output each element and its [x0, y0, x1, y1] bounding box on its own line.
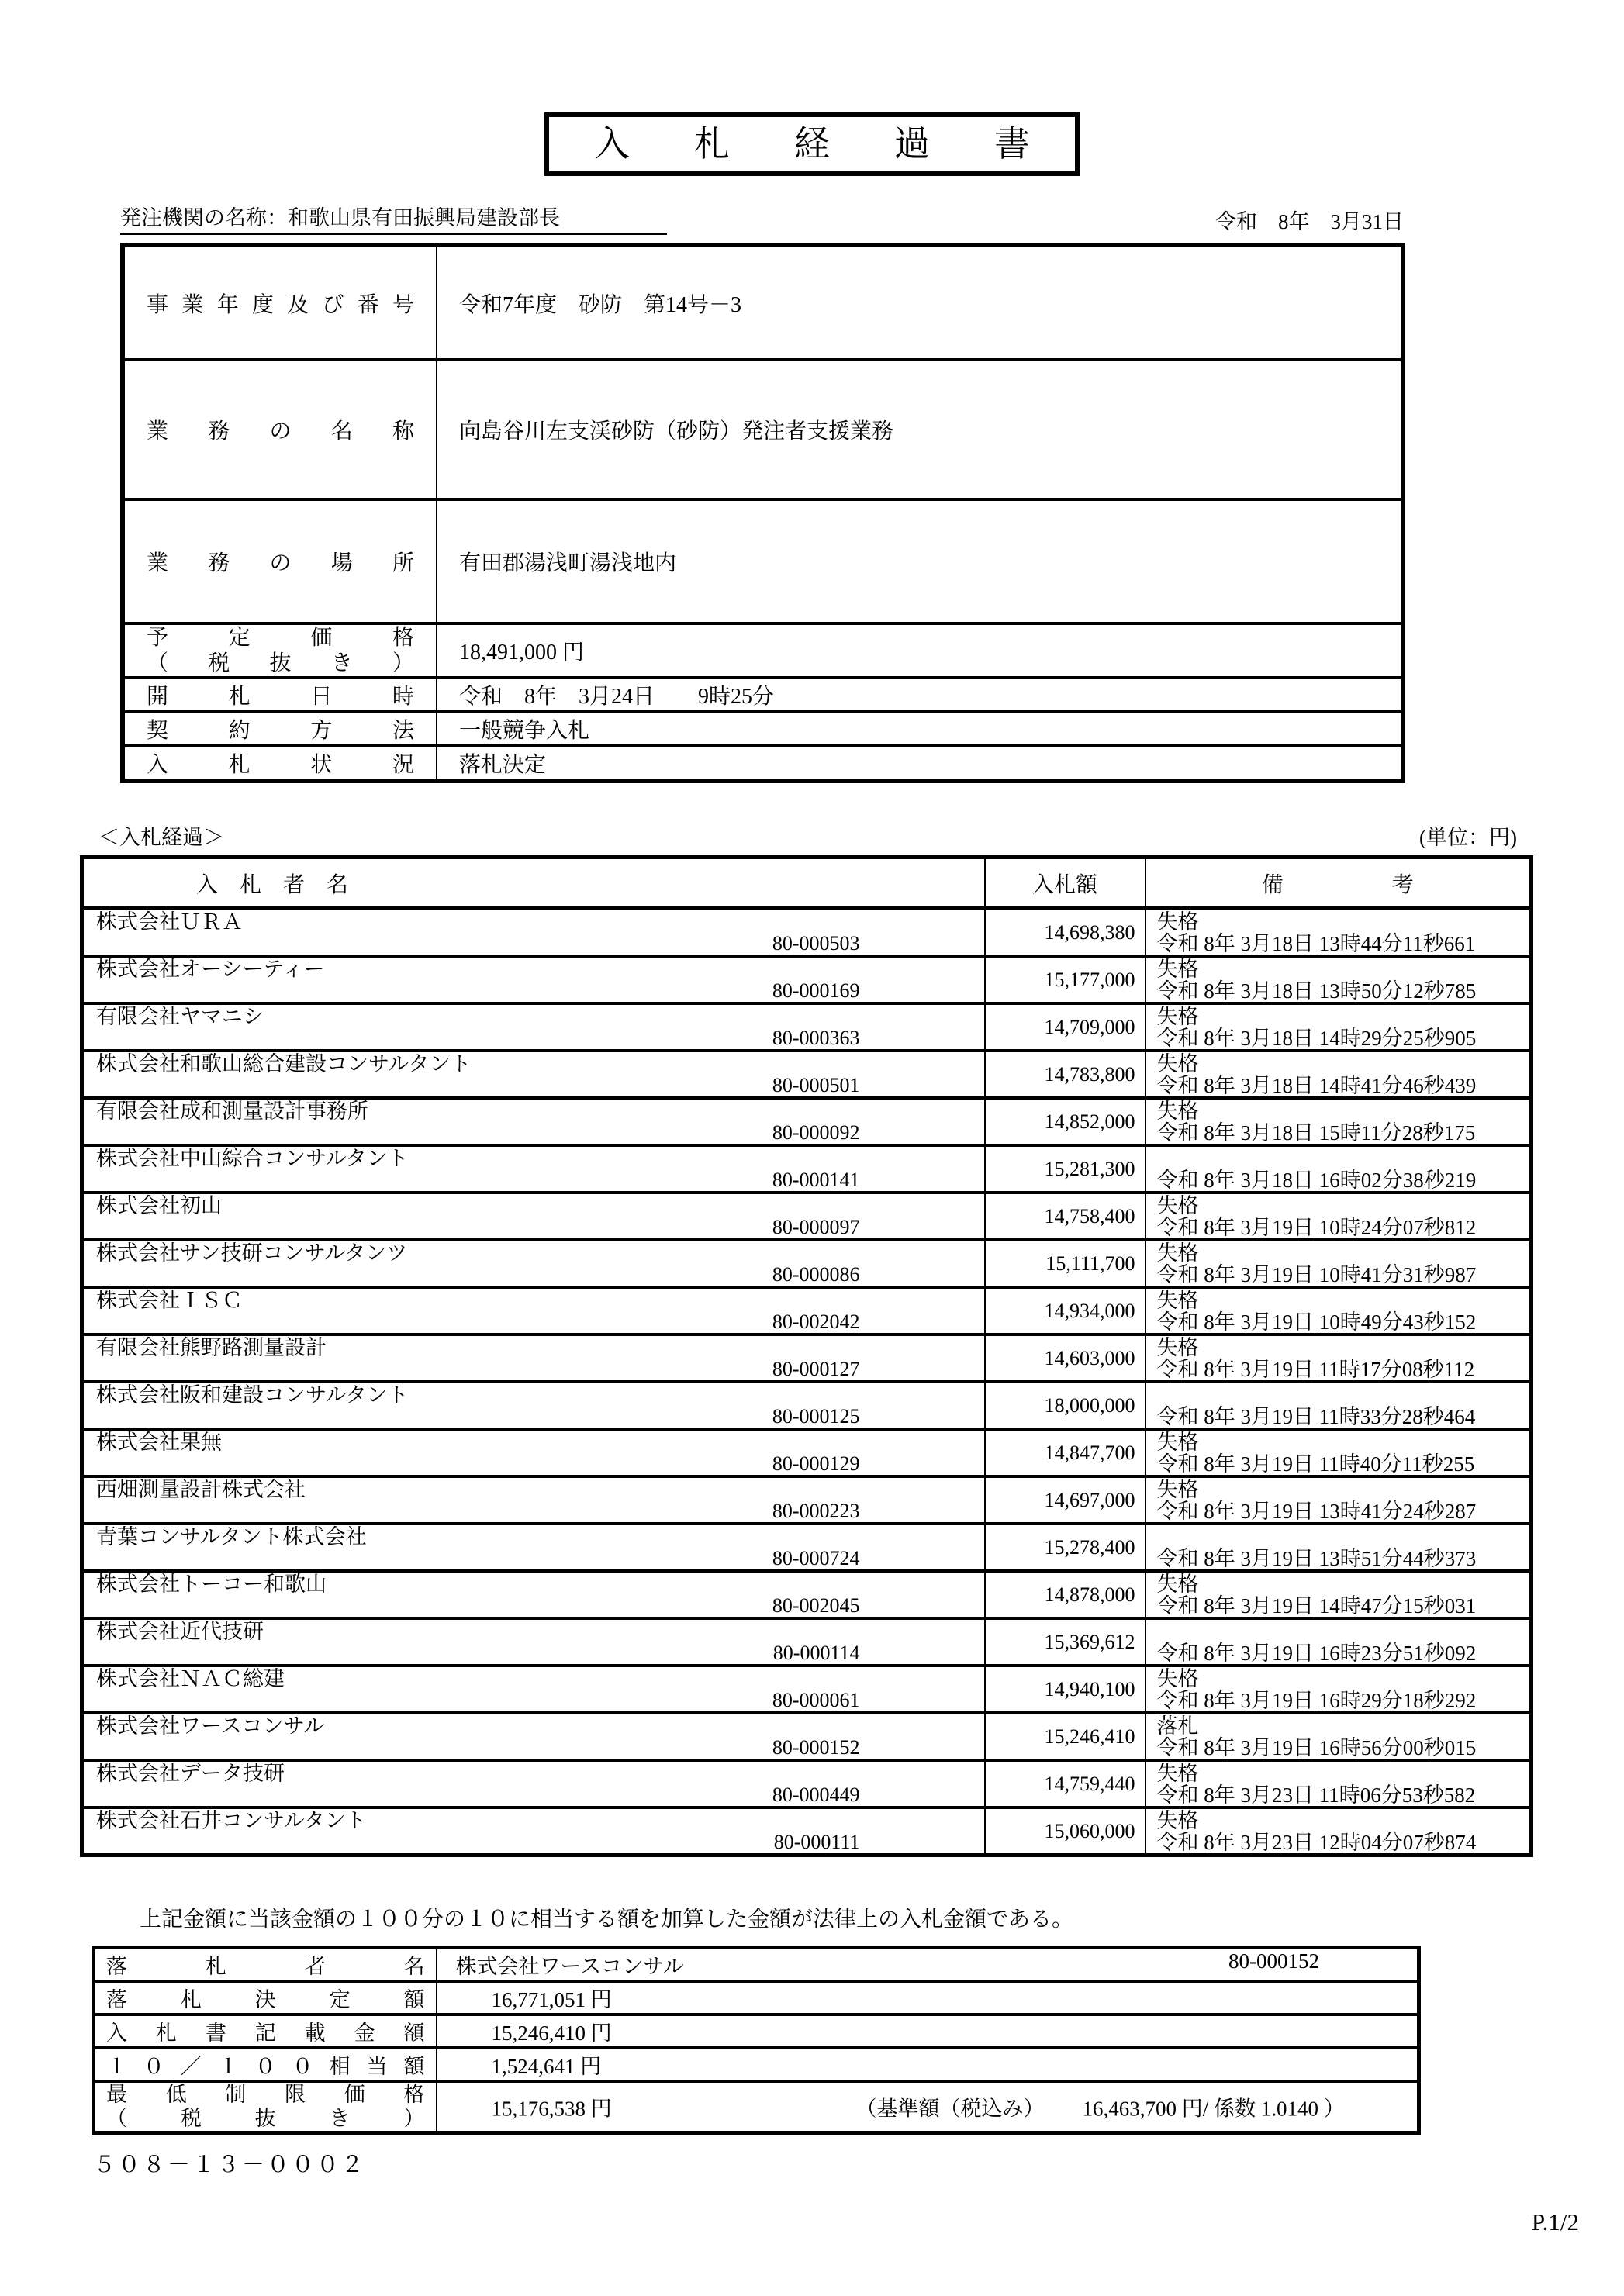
info-label-contract-method: 契約方法 — [123, 712, 437, 746]
bidder-code: 80-000501 — [772, 1074, 860, 1096]
winner-name: 株式会社ワースコンサル — [455, 1955, 684, 1978]
decided-amount-value: 16,771,051 円 — [437, 1981, 1419, 2015]
bid-amount: 14,852,000 — [985, 1098, 1145, 1145]
bidder-code: 80-002042 — [772, 1310, 860, 1333]
bid-datetime: 令和 8年 3月19日 16時23分51秒092 — [1156, 1642, 1477, 1665]
col-header-bidder-name: 入 札 者 名 — [82, 858, 985, 909]
bidder-code: 80-000503 — [772, 932, 860, 955]
bidder-row — [82, 1098, 1532, 1145]
document-date: 令和 8年 3月31日 — [1215, 210, 1404, 233]
bidder-name: 株式会社トーコー和歌山 — [96, 1573, 327, 1596]
col-header-bid-amount: 入札額 — [985, 858, 1145, 909]
bidder-row — [82, 1476, 1532, 1524]
bidder-code: 80-000125 — [772, 1405, 860, 1428]
bidder-row — [82, 1382, 1532, 1429]
bidder-name: 株式会社初山 — [96, 1194, 222, 1217]
bidder-code: 80-000169 — [772, 979, 860, 1002]
bid-datetime: 令和 8年 3月18日 13時50分12秒785 — [1156, 979, 1477, 1003]
bidder-row — [82, 1003, 1532, 1051]
bid-result: 失格 — [1156, 1100, 1199, 1123]
bid-result: 落札 — [1156, 1714, 1199, 1738]
bid-datetime: 令和 8年 3月19日 13時41分24秒287 — [1156, 1500, 1477, 1523]
bidder-row — [82, 1334, 1532, 1382]
bidder-row — [82, 1666, 1532, 1713]
bidder-name: 株式会社ＮＡＣ総建 — [96, 1667, 285, 1690]
bidder-code: 80-002045 — [772, 1594, 860, 1617]
bid-datetime: 令和 8年 3月18日 14時29分25秒905 — [1156, 1027, 1477, 1050]
bid-result — [1146, 1384, 1530, 1406]
bidder-name: 株式会社ＩＳＣ — [96, 1289, 243, 1312]
bid-result: 失格 — [1156, 1762, 1199, 1785]
bid-result: 失格 — [1156, 1289, 1199, 1312]
info-value-opening-datetime: 令和 8年 3月24日 9時25分 — [437, 678, 1403, 712]
bid-result — [1146, 1148, 1530, 1169]
bidder-name: 株式会社阪和建設コンサルタント — [96, 1383, 409, 1407]
bid-amount: 14,940,100 — [985, 1666, 1145, 1713]
info-value-work-place: 有田郡湯浅町湯浅地内 — [437, 499, 1403, 623]
bidder-name: 株式会社果無 — [96, 1431, 222, 1454]
bid-datetime: 令和 8年 3月18日 16時02分38秒219 — [1156, 1169, 1477, 1192]
basis-amount-label: （基準額（税込み） — [855, 2097, 1045, 2121]
bid-amount: 14,603,000 — [985, 1334, 1145, 1382]
bid-datetime: 令和 8年 3月18日 14時41分46秒439 — [1156, 1074, 1477, 1097]
winner-label: 落札者名 — [94, 1948, 437, 1982]
bid-result: 失格 — [1156, 958, 1199, 981]
bidder-name: 株式会社中山綜合コンサルタント — [96, 1147, 409, 1170]
bidder-code: 80-000449 — [772, 1783, 860, 1806]
bidder-name: 株式会社和歌山総合建設コンサルタント — [96, 1052, 472, 1075]
bid-result — [1146, 1621, 1530, 1642]
bidder-code: 80-000061 — [772, 1689, 860, 1711]
bid-amount: 15,281,300 — [985, 1145, 1145, 1193]
bidder-code: 80-000086 — [772, 1263, 860, 1286]
bidder-name: 株式会社データ技研 — [96, 1762, 285, 1785]
bidder-name: 株式会社石井コンサルタント — [96, 1809, 367, 1832]
award-result-table — [92, 1946, 1421, 2135]
info-value-work-name: 向島谷川左支渓砂防（砂防）発注者支援業務 — [437, 360, 1403, 499]
bid-datetime: 令和 8年 3月19日 11時40分11秒255 — [1156, 1452, 1475, 1476]
unit-label: (単位：円) — [1419, 826, 1517, 849]
bid-amount: 14,758,400 — [985, 1193, 1145, 1240]
tenth-amount-value: 1,524,641 円 — [437, 2048, 1419, 2081]
minimum-price-value: 15,176,538 円 — [491, 2097, 612, 2121]
bidder-name: 有限会社成和測量設計事務所 — [96, 1100, 368, 1123]
bid-datetime: 令和 8年 3月18日 13時44分11秒661 — [1156, 932, 1476, 955]
bid-result: 失格 — [1156, 910, 1199, 934]
bidder-code: 80-000129 — [772, 1452, 860, 1475]
bid-result: 失格 — [1156, 1478, 1199, 1501]
bidder-code: 80-000114 — [772, 1642, 860, 1664]
bid-datetime: 令和 8年 3月19日 16時29分18秒292 — [1156, 1689, 1477, 1712]
bid-result: 失格 — [1156, 1005, 1199, 1028]
bid-result: 失格 — [1156, 1667, 1199, 1690]
bid-section-line — [80, 820, 1529, 851]
bidder-code: 80-000724 — [772, 1547, 860, 1569]
bid-datetime: 令和 8年 3月19日 11時17分08秒112 — [1156, 1358, 1475, 1381]
bid-datetime: 令和 8年 3月19日 13時51分44秒373 — [1156, 1547, 1477, 1570]
bid-result: 失格 — [1156, 1809, 1199, 1832]
bid-amount: 14,709,000 — [985, 1003, 1145, 1051]
bid-datetime: 令和 8年 3月19日 10時41分31秒987 — [1156, 1263, 1477, 1286]
bid-datetime: 令和 8年 3月19日 11時33分28秒464 — [1156, 1405, 1476, 1428]
info-label-planned-price: 予定価格 （税抜き） — [123, 623, 437, 678]
issuer-label: 発注機関の名称：和歌山県有田振興局建設部長 — [120, 201, 667, 235]
info-label-work-name: 業務の名称 — [123, 360, 437, 499]
bidder-name: 株式会社近代技研 — [96, 1620, 264, 1643]
bid-datetime: 令和 8年 3月18日 15時11分28秒175 — [1156, 1121, 1476, 1145]
bidder-row — [82, 1618, 1532, 1666]
info-value-contract-method: 一般競争入札 — [437, 712, 1403, 746]
info-value-bid-status: 落札決定 — [437, 746, 1403, 781]
winner-code: 80-000152 — [1228, 1949, 1319, 1973]
bidder-name: 株式会社オーシーティー — [96, 958, 325, 981]
project-info-table — [120, 243, 1405, 783]
page-number: P.1/2 — [1531, 2208, 1579, 2236]
bid-history-table — [80, 855, 1533, 1857]
bidder-row — [82, 1524, 1532, 1571]
bidder-code: 80-000111 — [773, 1831, 860, 1853]
bidder-name: 有限会社ヤマニシ — [96, 1005, 264, 1028]
info-label-opening-datetime: 開札日時 — [123, 678, 437, 712]
bid-amount: 18,000,000 — [985, 1382, 1145, 1429]
bidder-code: 80-000141 — [772, 1169, 860, 1191]
bidder-row — [82, 1760, 1532, 1807]
bid-datetime: 令和 8年 3月19日 14時47分15秒031 — [1156, 1594, 1477, 1618]
bidder-name: 株式会社ＵＲＡ — [96, 910, 243, 934]
bidder-name: 西畑測量設計株式会社 — [96, 1478, 306, 1501]
bid-amount: 15,246,410 — [985, 1713, 1145, 1760]
bidder-name: 株式会社サン技研コンサルタンツ — [96, 1241, 408, 1265]
written-amount-value: 15,246,410 円 — [437, 2015, 1419, 2048]
bid-amount: 14,783,800 — [985, 1051, 1145, 1098]
bid-result: 失格 — [1156, 1573, 1199, 1596]
minimum-price-label: 最低制限価格 （税抜き） — [94, 2081, 437, 2133]
bid-amount: 15,278,400 — [985, 1524, 1145, 1571]
bid-amount: 14,759,440 — [985, 1760, 1145, 1807]
tenth-amount-label: １０／１００相当額 — [94, 2048, 437, 2081]
info-label-work-place: 業務の場所 — [123, 499, 437, 623]
info-label-bid-status: 入札状況 — [123, 746, 437, 781]
bidder-name: 青葉コンサルタント株式会社 — [96, 1525, 367, 1549]
bid-result: 失格 — [1156, 1052, 1199, 1075]
bidder-name: 有限会社熊野路測量設計 — [96, 1336, 327, 1359]
bid-datetime: 令和 8年 3月19日 10時24分07秒812 — [1156, 1216, 1477, 1239]
bidder-code: 80-000363 — [772, 1027, 860, 1049]
bid-datetime: 令和 8年 3月23日 11時06分53秒582 — [1156, 1783, 1476, 1807]
bidder-code: 80-000223 — [772, 1500, 860, 1522]
bid-amount: 14,698,380 — [985, 909, 1145, 957]
bid-datetime: 令和 8年 3月19日 10時49分43秒152 — [1156, 1310, 1477, 1334]
bid-result: 失格 — [1156, 1241, 1199, 1265]
bid-datetime: 令和 8年 3月23日 12時04分07秒874 — [1156, 1831, 1477, 1854]
document-title: 入札経過書 — [544, 112, 1080, 176]
bidder-code: 80-000097 — [772, 1216, 860, 1238]
bidder-code: 80-000152 — [772, 1736, 860, 1759]
bid-result: 失格 — [1156, 1431, 1199, 1454]
bid-amount: 15,060,000 — [985, 1807, 1145, 1856]
bidder-row — [82, 1145, 1532, 1193]
bidder-code: 80-000127 — [772, 1358, 860, 1380]
bid-amount: 15,111,700 — [985, 1240, 1145, 1287]
bid-amount: 14,697,000 — [985, 1476, 1145, 1524]
bidder-row — [82, 1429, 1532, 1476]
bid-amount: 15,177,000 — [985, 956, 1145, 1003]
bid-result: 失格 — [1156, 1194, 1199, 1217]
bid-result — [1146, 1526, 1530, 1548]
bidder-name: 株式会社ワースコンサル — [96, 1714, 325, 1738]
bidder-row — [82, 1240, 1532, 1287]
info-value-project-number: 令和7年度 砂防 第14号－3 — [437, 245, 1403, 360]
bidder-row — [82, 1807, 1532, 1856]
bid-amount: 15,369,612 — [985, 1618, 1145, 1666]
bidder-row — [82, 1571, 1532, 1618]
bidder-row — [82, 1193, 1532, 1240]
bidder-row — [82, 1713, 1532, 1760]
bidder-row — [82, 956, 1532, 1003]
issuer-line — [120, 201, 1404, 235]
written-amount-label: 入札書記載金額 — [94, 2015, 437, 2048]
bidder-code: 80-000092 — [772, 1121, 860, 1144]
basis-amount-value: 16,463,700 円/ 係数 1.0140 ） — [1082, 2097, 1345, 2121]
bid-section-label: ＜入札経過＞ — [98, 826, 224, 849]
bid-datetime: 令和 8年 3月19日 16時56分00秒015 — [1156, 1736, 1477, 1759]
col-header-remarks: 備 考 — [1145, 858, 1532, 909]
document-number: ５０８－１３－０００２ — [93, 2153, 367, 2177]
legal-note: 上記金額に当該金額の１００分の１０に相当する額を加算した金額が法律上の入札金額である。 — [140, 1908, 1074, 1932]
bidder-row — [82, 1051, 1532, 1098]
bid-result: 失格 — [1156, 1336, 1199, 1359]
bid-table-header — [82, 858, 1532, 909]
bidder-row — [82, 909, 1532, 957]
bid-amount: 14,934,000 — [985, 1287, 1145, 1334]
info-label-project-number: 事業年度及び番号 — [123, 245, 437, 360]
bid-amount: 14,878,000 — [985, 1571, 1145, 1618]
decided-amount-label: 落札決定額 — [94, 1981, 437, 2015]
bid-amount: 14,847,700 — [985, 1429, 1145, 1476]
bidder-row — [82, 1287, 1532, 1334]
info-value-planned-price: 18,491,000 円 — [437, 623, 1403, 678]
